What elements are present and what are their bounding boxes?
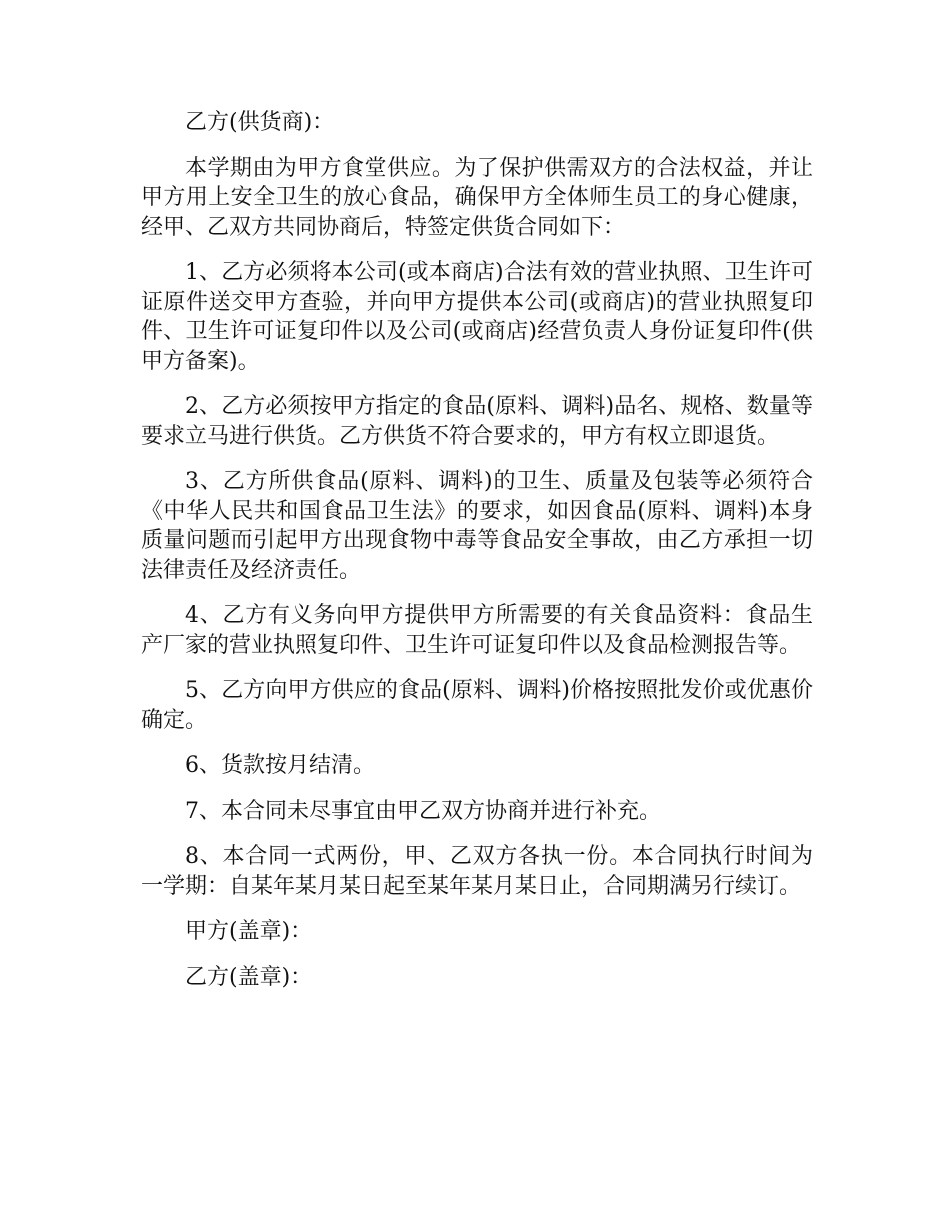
intro-paragraph: 本学期由为甲方食堂供应。为了保护供需双方的合法权益，并让甲方用上安全卫生的放心食品，确保甲方全体师生员工的身心健康，经甲、乙双方共同协商后，特签定供货合同如下： (141, 155, 813, 240)
clause-3: 3、乙方所供食品(原料、调料)的卫生、质量及包装等必须符合《中华人民共和国食品卫生法》的要求，如因食品(原料、调料)本身质量问题而引起甲方出现食物中毒等食品安全事故，由乙方承担一切法律责任及经济责任。 (141, 469, 813, 583)
clause-8: 8、本合同一式两份，甲、乙双方各执一份。本合同执行时间为一学期：自某年某月某日起至某年某月某日止，合同期满另行续订。 (141, 844, 813, 899)
clause-1: 1、乙方必须将本公司(或本商店)合法有效的营业执照、卫生许可证原件送交甲方查验，并向甲方提供本公司(或商店)的营业执照复印件、卫生许可证复印件以及公司(或商店)经营负责人身份证复印件(供甲方备案)。 (141, 260, 813, 374)
clause-7: 7、本合同未尽事宜由甲乙双方协商并进行补充。 (185, 798, 661, 824)
clause-5: 5、乙方向甲方供应的食品(原料、调料)价格按照批发价或优惠价确定。 (141, 678, 813, 733)
party-b-supplier-line: 乙方(供货商)： (185, 110, 335, 135)
clause-4: 4、乙方有义务向甲方提供甲方所需要的有关食品资料：食品生产厂家的营业执照复印件、卫生许可证复印件以及食品检测报告等。 (141, 603, 813, 658)
party-b-seal-line: 乙方(盖章)： (185, 964, 313, 990)
contract-body (141, 108, 813, 1008)
clause-2: 2、乙方必须按甲方指定的食品(原料、调料)品名、规格、数量等要求立马进行供货。乙方供货不符合要求的，甲方有权立即退货。 (141, 394, 813, 449)
party-a-seal-line: 甲方(盖章)： (185, 919, 313, 944)
clause-6: 6、货款按月结清。 (185, 753, 375, 778)
